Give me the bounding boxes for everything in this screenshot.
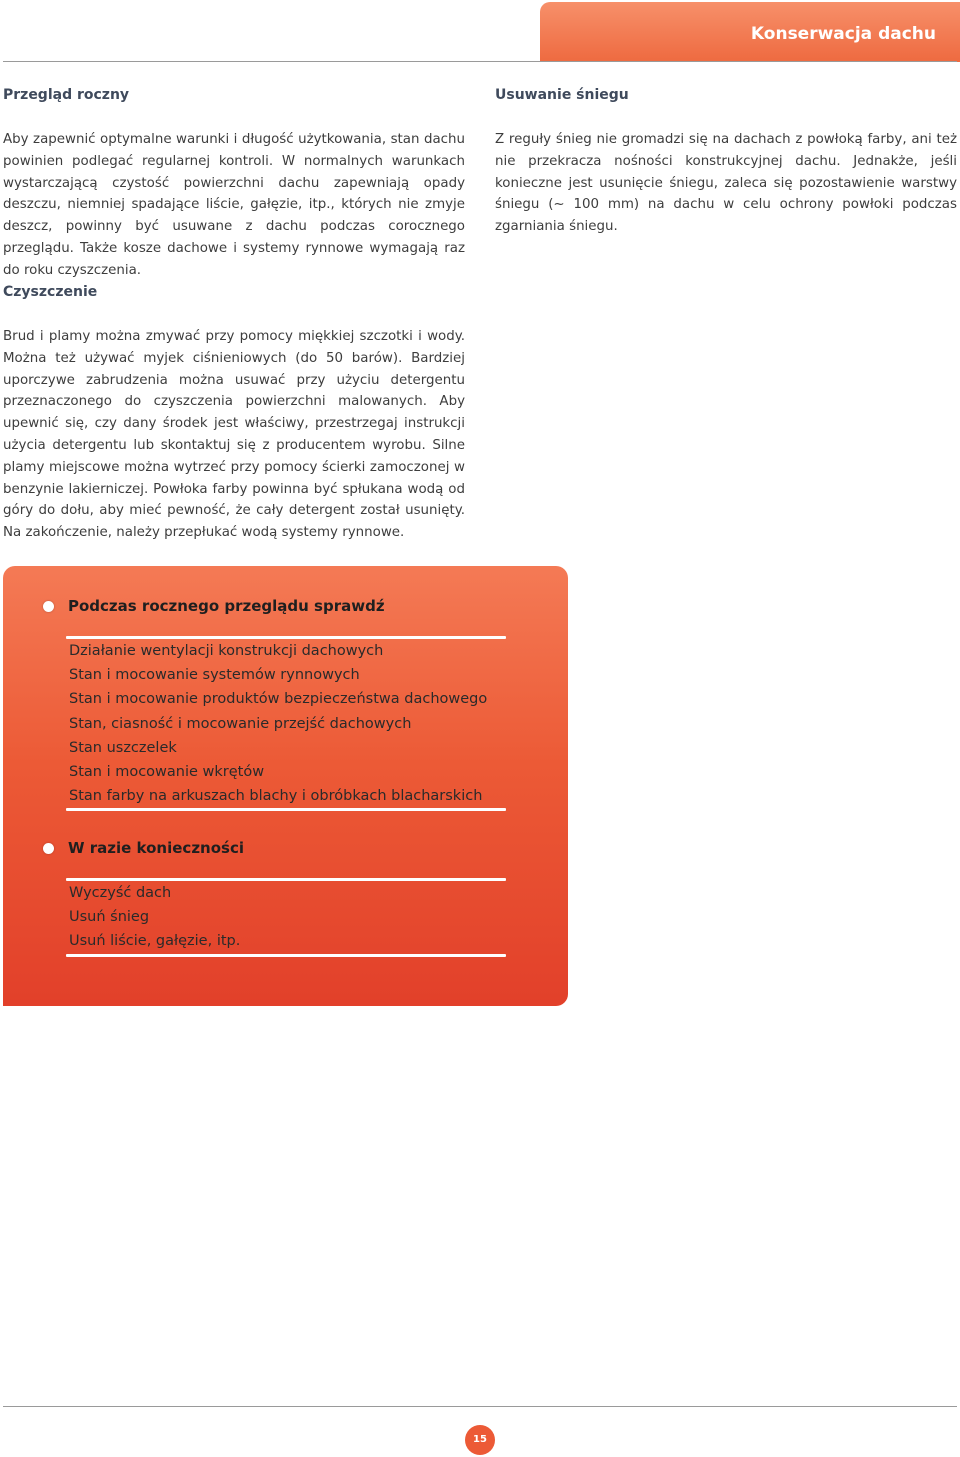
checklist-inspection <box>66 636 506 811</box>
list-item: Stan i mocowanie wkrętów <box>69 763 265 780</box>
section-heading-przeglad: Przegląd roczny <box>3 87 130 103</box>
list-item: Stan i mocowanie produktów bezpieczeństwa dachowego <box>69 691 488 708</box>
bullet-icon <box>43 843 54 854</box>
section-heading-czyszczenie: Czyszczenie <box>3 284 98 300</box>
list-item: Stan i mocowanie systemów rynnowych <box>69 667 360 684</box>
header-divider <box>3 61 957 62</box>
list-item: Usuń liście, gałęzie, itp. <box>69 933 241 950</box>
checklist-heading-if-needed <box>43 839 244 857</box>
checklist-title: Podczas rocznego przeglądu sprawdź <box>68 597 385 615</box>
list-item: Stan, ciasność i mocowanie przejść dachowych <box>69 715 412 732</box>
list-item: Wyczyść dach <box>69 885 172 901</box>
section-heading-snieg: Usuwanie śniegu <box>495 87 629 103</box>
header-tab <box>540 2 960 62</box>
page-title: Konserwacja dachu <box>750 24 936 44</box>
list-item: Stan farby na arkuszach blachy i obróbkach blacharskich <box>69 788 483 805</box>
list-item: Stan uszczelek <box>69 739 177 756</box>
list-rule <box>66 954 506 957</box>
page-number-badge: 15 <box>465 1425 495 1455</box>
section-text-przeglad: Aby zapewnić optymalne warunki i długość użytkowania, stan dachu powinien podlegać regularnej kontroli. W normalnych warunkach wystarczającą czystość powierzchni dachu zapewniają opady deszczu, niemniej spadające liście, gałęzie, itp., których nie zmyje deszcz, powinny być usuwane z dachu podczas corocznego przeglądu. Także kosze dachowe i systemy rynnowe wymagają raz do roku czyszczenia. <box>3 132 465 278</box>
checklist-panel <box>3 566 568 1006</box>
section-text-czyszczenie: Brud i plamy można zmywać przy pomocy miękkiej szczotki i wody. Można też używać myjek ciśnieniowych (do 50 barów). Bardziej uporczywe zabrudzenia można usuwać przy użyciu detergentu przeznaczonego do czyszczenia powierzchni malowanych. Aby upewnić się, czy dany środek jest właściwy, przestrzegaj instrukcji użycia detergentu lub skontaktuj się z producentem wyrobu. Silne plamy miejscowe można wytrzeć przy pomocy ścierki zamoczonej w benzynie lakierniczej. Powłoka farby powinna być spłukana wodą od góry do dołu, aby mieć pewność, że cały detergent został usunięty. Na zakończenie, należy przepłukać wodą systemy rynnowe. <box>3 329 465 541</box>
checklist-if-needed <box>66 878 506 957</box>
checklist-title: W razie konieczności <box>68 839 244 857</box>
list-rule <box>66 808 506 811</box>
list-item: Działanie wentylacji konstrukcji dachowych <box>69 643 384 659</box>
list-item: Usuń śnieg <box>69 909 150 926</box>
checklist-heading-inspection <box>43 597 385 615</box>
footer-divider <box>3 1406 957 1407</box>
section-text-snieg: Z reguły śnieg nie gromadzi się na dachach z powłoką farby, ani też nie przekracza nośności konstrukcyjnej dachu. Jednakże, jeśli konieczne jest usunięcie śniegu, zaleca się pozostawienie warstwy śniegu (~ 100 mm) na dachu w celu ochrony powłoki podczas zgarniania śniegu. <box>495 132 957 235</box>
bullet-icon <box>43 601 54 612</box>
